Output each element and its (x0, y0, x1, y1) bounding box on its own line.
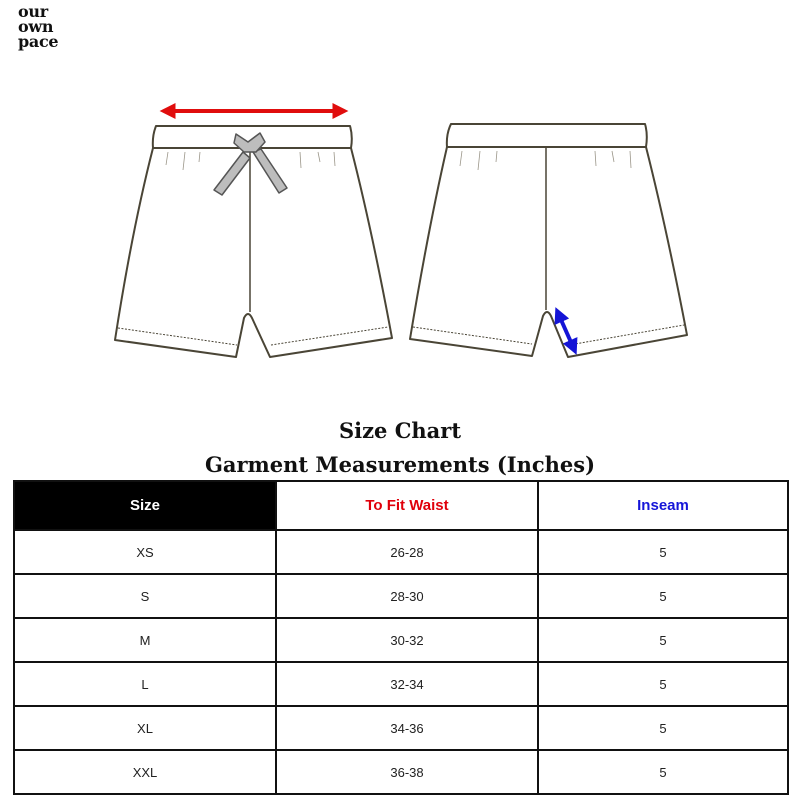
cell-waist: 34-36 (276, 706, 538, 750)
size-table (13, 480, 789, 795)
brand-line-1: our (18, 2, 48, 21)
cell-inseam: 5 (538, 662, 788, 706)
cell-inseam: 5 (538, 750, 788, 794)
table-row (14, 530, 788, 574)
cell-waist: 32-34 (276, 662, 538, 706)
table-row (14, 662, 788, 706)
size-chart-title: Size Chart (338, 418, 462, 443)
cell-size: L (14, 662, 276, 706)
table-row (14, 574, 788, 618)
table-header-row (14, 481, 788, 530)
brand-line-2: own (18, 17, 54, 36)
cell-size: XXL (14, 750, 276, 794)
brand-line-3: pace (18, 32, 59, 51)
header-inseam: Inseam (538, 481, 788, 530)
cell-size: S (14, 574, 276, 618)
cell-waist: 28-30 (276, 574, 538, 618)
front-body (115, 148, 392, 357)
table-row (14, 618, 788, 662)
back-waistband (447, 124, 647, 147)
header-size: Size (14, 481, 276, 530)
cell-waist: 26-28 (276, 530, 538, 574)
cell-inseam: 5 (538, 574, 788, 618)
shorts-front-view (115, 126, 392, 357)
cell-size: M (14, 618, 276, 662)
shorts-illustration (0, 95, 800, 370)
cell-waist: 36-38 (276, 750, 538, 794)
cell-inseam: 5 (538, 530, 788, 574)
size-chart-subtitle: Garment Measurements (Inches) (204, 452, 596, 477)
cell-inseam: 5 (538, 706, 788, 750)
shorts-back-view (410, 124, 687, 357)
brand-logo (18, 4, 98, 49)
cell-size: XL (14, 706, 276, 750)
cell-waist: 30-32 (276, 618, 538, 662)
cell-inseam: 5 (538, 618, 788, 662)
table-row (14, 750, 788, 794)
table-row (14, 706, 788, 750)
back-body (410, 147, 687, 357)
cell-size: XS (14, 530, 276, 574)
header-waist: To Fit Waist (276, 481, 538, 530)
